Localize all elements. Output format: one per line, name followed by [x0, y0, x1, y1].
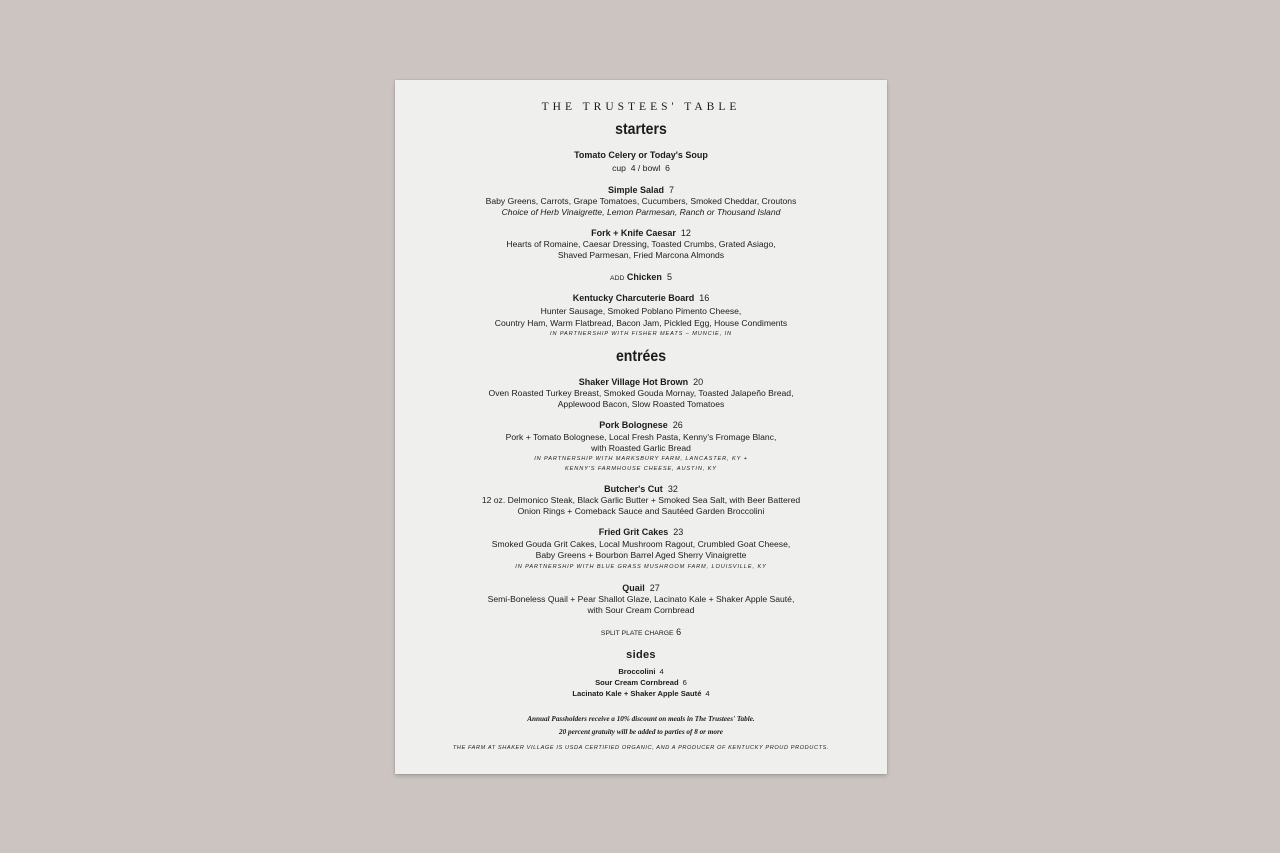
charcuterie-item-desc-line2: Country Ham, Warm Flatbread, Bacon Jam, Pickled Egg, House Condiments — [494, 318, 788, 328]
salad-item-name: Simple Salad 7 — [607, 185, 675, 195]
quail-item-name: Quail 27 — [622, 583, 660, 593]
side-item: Lacinato Kale + Shaker Apple Sauté 4 — [572, 689, 710, 698]
entrees-heading: entrées — [615, 348, 667, 365]
bolognese-partner-note-line1: IN PARTNERSHIP WITH MARKSBURY FARM, LANCASTER, KY + — [534, 456, 748, 462]
footer-gratuity-note: 20 percent gratuity will be added to parties of 8 or more — [559, 728, 723, 736]
split-plate-charge: SPLIT PLATE CHARGE 6 — [600, 627, 682, 637]
butcher-item-desc-line1: 12 oz. Delmonico Steak, Black Garlic Butter + Smoked Sea Salt, with Beer Battered — [481, 495, 801, 505]
bolognese-item-desc-line2: with Roasted Garlic Bread — [591, 443, 691, 453]
hotbrown-item-name: Shaker Village Hot Brown 20 — [578, 377, 704, 387]
hotbrown-item-desc-line2: Applewood Bacon, Slow Roasted Tomatoes — [557, 399, 725, 409]
footer-passholder-note: Annual Passholders receive a 10% discount on meals in The Trustees' Table. — [527, 715, 755, 723]
bolognese-item-desc-line1: Pork + Tomato Bolognese, Local Fresh Pasta, Kenny's Fromage Blanc, — [505, 432, 777, 442]
quail-item-desc-line1: Semi-Boneless Quail + Pear Shallot Glaze, Lacinato Kale + Shaker Apple Sauté, — [487, 594, 795, 604]
quail-item-desc-line2: with Sour Cream Cornbread — [587, 605, 695, 615]
gritcakes-item-desc-line1: Smoked Gouda Grit Cakes, Local Mushroom Ragout, Crumbled Goat Cheese, — [491, 539, 791, 549]
side-item: Sour Cream Cornbread 6 — [595, 678, 687, 687]
caesar-item-name: Fork + Knife Caesar 12 — [591, 228, 691, 238]
charcuterie-item-name: Kentucky Charcuterie Board 16 — [572, 293, 710, 303]
hotbrown-item-desc-line1: Oven Roasted Turkey Breast, Smoked Gouda Mornay, Toasted Jalapeño Bread, — [488, 388, 794, 398]
starters-heading: starters — [615, 121, 667, 138]
bolognese-partner-note-line2: KENNY'S FARMHOUSE CHEESE, AUSTIN, KY — [565, 466, 717, 472]
caesar-item-desc-line1: Hearts of Romaine, Caesar Dressing, Toasted Crumbs, Grated Asiago, — [506, 239, 776, 249]
gritcakes-item-name: Fried Grit Cakes 23 — [598, 527, 684, 537]
bolognese-item-name: Pork Bolognese 26 — [599, 420, 683, 430]
butcher-item-desc-line2: Onion Rings + Comeback Sauce and Sautéed Garden Broccolini — [517, 506, 765, 516]
salad-item-desc: Baby Greens, Carrots, Grape Tomatoes, Cucumbers, Smoked Cheddar, Croutons — [485, 196, 797, 206]
butcher-item-name: Butcher's Cut 32 — [604, 484, 678, 494]
menu-page — [395, 80, 887, 774]
salad-dressing-choice: Choice of Herb Vinaigrette, Lemon Parmesan, Ranch or Thousand Island — [501, 207, 781, 217]
charcuterie-item-desc-line1: Hunter Sausage, Smoked Poblano Pimento Cheese, — [540, 306, 742, 316]
gritcakes-partner-note: IN PARTNERSHIP WITH BLUE GRASS MUSHROOM FARM, LOUISVILLE, KY — [515, 564, 767, 570]
restaurant-name: THE TRUSTEES' TABLE — [541, 101, 741, 113]
soup-item-name: Tomato Celery or Today's Soup — [574, 150, 708, 160]
footer-organic-note: THE FARM AT SHAKER VILLAGE IS USDA CERTIFIED ORGANIC, AND A PRODUCER OF KENTUCKY PROUD PRODUCTS. — [452, 745, 830, 751]
addon-chicken: ADD Chicken 5 — [610, 272, 672, 282]
charcuterie-partner-note: IN PARTNERSHIP WITH FISHER MEATS – MUNCIE, IN — [549, 331, 732, 337]
side-item: Broccolini 4 — [618, 667, 664, 676]
sides-heading: sides — [626, 649, 656, 661]
soup-item-price: cup 4 / bowl 6 — [612, 163, 670, 173]
gritcakes-item-desc-line2: Baby Greens + Bourbon Barrel Aged Sherry Vinaigrette — [535, 550, 747, 560]
caesar-item-desc-line2: Shaved Parmesan, Fried Marcona Almonds — [557, 250, 725, 260]
